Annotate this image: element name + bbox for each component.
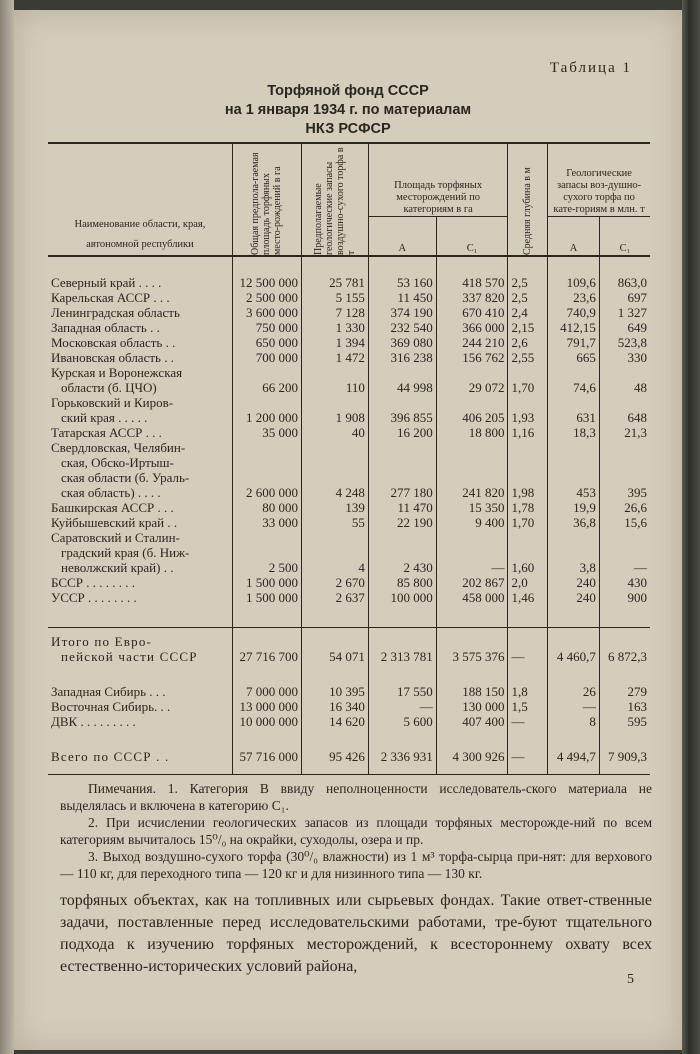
region-name: Итого по Евро- пейской части СССР bbox=[48, 634, 232, 664]
cell-ga: 109,6 bbox=[548, 275, 600, 290]
cell-c1: 244 210 bbox=[436, 335, 508, 350]
page-number: 5 bbox=[627, 972, 634, 987]
cell-ga: 36,8 bbox=[548, 515, 600, 530]
table-row bbox=[48, 530, 650, 575]
cell-ga: 23,6 bbox=[548, 290, 600, 305]
region-name: Куйбышевский край . . bbox=[48, 515, 232, 530]
cell-ga: 240 bbox=[548, 590, 600, 605]
cell-depth: 1,60 bbox=[508, 530, 548, 575]
cell-total: 2 500 bbox=[232, 530, 301, 575]
cell-gc1: 900 bbox=[627, 590, 647, 605]
region-name: Восточная Сибирь. . . bbox=[48, 699, 232, 714]
table-row bbox=[48, 714, 650, 729]
table-title-line-1: Торфяной фонд СССР bbox=[267, 83, 429, 99]
cell-a: 374 190 bbox=[368, 305, 436, 320]
table-row bbox=[48, 590, 650, 605]
cell-res: 54 071 bbox=[301, 634, 368, 664]
cell-c1: 9 400 bbox=[436, 515, 508, 530]
header-region: Наименование области, края, автономной республики bbox=[48, 143, 232, 256]
table-row bbox=[48, 575, 650, 590]
cell-c1: 241 820 bbox=[436, 440, 508, 500]
cell-depth: 2,4 bbox=[508, 305, 548, 320]
cell-gc1: 21,3 bbox=[624, 425, 647, 440]
cell-c1: 670 410 bbox=[436, 305, 508, 320]
cell-depth: 2,6 bbox=[508, 335, 548, 350]
cell-c1: 130 000 bbox=[436, 699, 508, 714]
cell-res: 55 bbox=[301, 515, 368, 530]
cell-depth: 2,5 bbox=[508, 275, 548, 290]
cell-res: 139 bbox=[301, 500, 368, 515]
cell-res: 1 330 bbox=[301, 320, 368, 335]
cell-depth: 1,5 bbox=[508, 699, 548, 714]
cell-gc1: — bbox=[634, 560, 647, 575]
cell-depth: — bbox=[508, 714, 548, 729]
region-name: Северный край . . . . bbox=[48, 275, 232, 290]
spacer-row bbox=[48, 664, 650, 684]
region-name: БССР . . . . . . . . bbox=[48, 575, 232, 590]
cell-total: 3 600 000 bbox=[232, 305, 301, 320]
header-cat-c1: С₁ bbox=[436, 217, 508, 257]
cell-depth: 2,15 bbox=[508, 320, 548, 335]
cell-res: 14 620 bbox=[301, 714, 368, 729]
cell-ga: 18,3 bbox=[548, 425, 600, 440]
cell-total: 2 600 000 bbox=[232, 440, 301, 500]
cell-a: 316 238 bbox=[368, 350, 436, 365]
cell-ga: 412,15 bbox=[548, 320, 600, 335]
table-row bbox=[48, 350, 650, 365]
cell-total: 750 000 bbox=[232, 320, 301, 335]
cell-res: 110 bbox=[301, 365, 368, 395]
cell-depth: 1,78 bbox=[508, 500, 548, 515]
book-binding bbox=[682, 0, 700, 1054]
cell-res: 95 426 bbox=[301, 749, 368, 764]
cell-total: 10 000 000 bbox=[232, 714, 301, 729]
table-row bbox=[48, 335, 650, 350]
region-name: УССР . . . . . . . . bbox=[48, 590, 232, 605]
cell-a: 44 998 bbox=[368, 365, 436, 395]
cell-a: 369 080 bbox=[368, 335, 436, 350]
cell-total: 650 000 bbox=[232, 335, 301, 350]
region-name: Курская и Воронежская области (б. ЦЧО) bbox=[48, 365, 232, 395]
cell-total: 12 500 000 bbox=[232, 275, 301, 290]
region-name: Всего по СССР . . bbox=[48, 749, 232, 764]
cell-a: 2 313 781 bbox=[368, 634, 436, 664]
cell-ga: 74,6 bbox=[548, 365, 600, 395]
cell-c1: 202 867 bbox=[436, 575, 508, 590]
region-name: Свердловская, Челябин- ская, Обско-Иртыш- ская области (б. Ураль- ская область) . . . . bbox=[48, 440, 232, 500]
region-name: Ивановская область . . bbox=[48, 350, 232, 365]
header-reserves: Предполагаемые геологические запасы воздушно-сухого торфа в т bbox=[301, 143, 368, 256]
cell-gc1: 649 bbox=[627, 320, 647, 335]
cell-ga: 4 460,7 bbox=[548, 634, 600, 664]
header-depth: Средняя глубина в м bbox=[508, 143, 548, 256]
table-row bbox=[48, 500, 650, 515]
cell-gc1: 697 bbox=[627, 290, 647, 305]
cell-ga: 4 494,7 bbox=[548, 749, 600, 764]
header-total-area: Общая предпола-гаемая площадь торфяных место-рождений в га bbox=[232, 143, 301, 256]
table-row bbox=[48, 684, 650, 699]
cell-depth: 2,5 bbox=[508, 290, 548, 305]
cell-total: 1 200 000 bbox=[232, 395, 301, 425]
cell-total: 35 000 bbox=[232, 425, 301, 440]
cell-total: 27 716 700 bbox=[232, 634, 301, 664]
cell-a: 277 180 bbox=[368, 440, 436, 500]
cell-c1: 29 072 bbox=[436, 365, 508, 395]
cell-gc1: 163 bbox=[627, 699, 647, 714]
cell-total: 33 000 bbox=[232, 515, 301, 530]
subtotal-row bbox=[48, 634, 650, 664]
cell-depth: 1,98 bbox=[508, 440, 548, 500]
cell-c1: 337 820 bbox=[436, 290, 508, 305]
cell-ga: 791,7 bbox=[548, 335, 600, 350]
table-number: Таблица 1 bbox=[549, 60, 632, 76]
cell-c1: 407 400 bbox=[436, 714, 508, 729]
cell-gc1: 395 bbox=[627, 485, 647, 500]
note-3: 3. Выход воздушно-сухого торфа (30⁰/₀ влажности) из 1 м³ торфа-сырца при-нят: для верхового — 110 кг, для переходного типа — 120 кг и для низинного типа — 130 кг. bbox=[60, 849, 652, 881]
cell-gc1: 279 bbox=[627, 684, 647, 699]
header-geo-a: А bbox=[548, 217, 600, 257]
table-notes bbox=[60, 780, 652, 882]
cell-a: 11 470 bbox=[368, 500, 436, 515]
cell-ga: 240 bbox=[548, 575, 600, 590]
cell-ga: 8 bbox=[548, 714, 600, 729]
cell-ga: 631 bbox=[548, 395, 600, 425]
cell-total: 57 716 000 bbox=[232, 749, 301, 764]
cell-c1: 156 762 bbox=[436, 350, 508, 365]
cell-gc1: 523,8 bbox=[617, 335, 647, 350]
cell-c1: — bbox=[436, 530, 508, 575]
cell-depth: 1,8 bbox=[508, 684, 548, 699]
cell-gc1: 595 bbox=[627, 714, 647, 729]
cell-gc1: 330 bbox=[627, 350, 647, 365]
cell-gc1: 863,0 bbox=[617, 275, 647, 290]
cell-ga: 453 bbox=[548, 440, 600, 500]
cell-ga: 3,8 bbox=[548, 530, 600, 575]
cell-c1: 18 800 bbox=[436, 425, 508, 440]
region-name: Ленинградская область bbox=[48, 305, 232, 320]
cell-a: 100 000 bbox=[368, 590, 436, 605]
header-area-group: Площадь торфяных месторождений по категориям в га bbox=[368, 143, 508, 217]
cell-a: 17 550 bbox=[368, 684, 436, 699]
page-left-edge bbox=[0, 0, 14, 1054]
cell-a: 396 855 bbox=[368, 395, 436, 425]
cell-res: 1 908 bbox=[301, 395, 368, 425]
cell-a: 5 600 bbox=[368, 714, 436, 729]
table-title-line-2: на 1 января 1934 г. по материалам bbox=[224, 102, 472, 118]
note-1: Пимечания. 1. Категория В ввиду неполноценности исследователь-ского материала не выделялась и включена в категорию С₁. bbox=[60, 781, 652, 813]
cell-res: 1 394 bbox=[301, 335, 368, 350]
cell-total: 700 000 bbox=[232, 350, 301, 365]
table-row bbox=[48, 515, 650, 530]
table-row bbox=[48, 365, 650, 395]
spacer-row bbox=[48, 605, 650, 628]
region-name: Башкирская АССР . . . bbox=[48, 500, 232, 515]
region-name: Саратовский и Сталин- градский края (б. Ниж- неволжский край) . . bbox=[48, 530, 232, 575]
table-row bbox=[48, 440, 650, 500]
region-name: Горьковский и Киров- ский края . . . . . bbox=[48, 395, 232, 425]
cell-res: 2 637 bbox=[301, 590, 368, 605]
cell-res: 7 128 bbox=[301, 305, 368, 320]
cell-a: 22 190 bbox=[368, 515, 436, 530]
header-geo-c1: С₁ bbox=[599, 217, 650, 257]
cell-ga: 665 bbox=[548, 350, 600, 365]
cell-total: 66 200 bbox=[232, 365, 301, 395]
total-row bbox=[48, 749, 650, 764]
cell-depth: 2,55 bbox=[508, 350, 548, 365]
cell-depth: 1,70 bbox=[508, 365, 548, 395]
table-row bbox=[48, 275, 650, 290]
cell-c1: 418 570 bbox=[436, 275, 508, 290]
cell-ga: 740,9 bbox=[548, 305, 600, 320]
region-name: Западная область . . bbox=[48, 320, 232, 335]
header-cat-a: А bbox=[368, 217, 436, 257]
cell-gc1: 7 909,3 bbox=[608, 749, 647, 764]
table-body bbox=[48, 256, 650, 775]
spacer-row bbox=[48, 764, 650, 775]
cell-gc1: 430 bbox=[627, 575, 647, 590]
peat-fund-table bbox=[48, 142, 650, 775]
table-row bbox=[48, 320, 650, 335]
cell-depth: 2,0 bbox=[508, 575, 548, 590]
table-title-line-3: НКЗ РСФСР bbox=[305, 121, 391, 137]
cell-res: 2 670 bbox=[301, 575, 368, 590]
table-row bbox=[48, 290, 650, 305]
table-row bbox=[48, 425, 650, 440]
table-row bbox=[48, 305, 650, 320]
cell-total: 80 000 bbox=[232, 500, 301, 515]
cell-total: 7 000 000 bbox=[232, 684, 301, 699]
cell-a: 16 200 bbox=[368, 425, 436, 440]
cell-c1: 366 000 bbox=[436, 320, 508, 335]
cell-gc1: 26,6 bbox=[624, 500, 647, 515]
table-row bbox=[48, 395, 650, 425]
region-name: Западная Сибирь . . . bbox=[48, 684, 232, 699]
spacer-row bbox=[48, 256, 650, 275]
cell-res: 10 395 bbox=[301, 684, 368, 699]
cell-gc1: 1 327 bbox=[617, 305, 647, 320]
cell-res: 5 155 bbox=[301, 290, 368, 305]
cell-a: 11 450 bbox=[368, 290, 436, 305]
cell-c1: 4 300 926 bbox=[436, 749, 508, 764]
cell-c1: 15 350 bbox=[436, 500, 508, 515]
cell-ga: 19,9 bbox=[548, 500, 600, 515]
cell-depth: — bbox=[508, 749, 548, 764]
cell-ga: 26 bbox=[548, 684, 600, 699]
book-page bbox=[14, 10, 682, 1050]
cell-res: 1 472 bbox=[301, 350, 368, 365]
cell-a: 232 540 bbox=[368, 320, 436, 335]
cell-total: 2 500 000 bbox=[232, 290, 301, 305]
cell-total: 13 000 000 bbox=[232, 699, 301, 714]
spacer-row bbox=[48, 729, 650, 749]
cell-res: 4 248 bbox=[301, 440, 368, 500]
cell-res: 25 781 bbox=[301, 275, 368, 290]
region-name: ДВК . . . . . . . . . bbox=[48, 714, 232, 729]
cell-total: 1 500 000 bbox=[232, 590, 301, 605]
cell-c1: 3 575 376 bbox=[436, 634, 508, 664]
region-name: Татарская АССР . . . bbox=[48, 425, 232, 440]
cell-gc1: 648 bbox=[627, 410, 647, 425]
cell-c1: 406 205 bbox=[436, 395, 508, 425]
note-2: 2. При исчислении геологических запасов из площади торфяных месторожде-ний по всем категориям вычиталось 15⁰/₀ на окрайки, суходолы, озера и пр. bbox=[60, 815, 652, 847]
cell-total: 1 500 000 bbox=[232, 575, 301, 590]
cell-a: — bbox=[368, 699, 436, 714]
cell-a: 2 430 bbox=[368, 530, 436, 575]
cell-res: 40 bbox=[301, 425, 368, 440]
cell-c1: 458 000 bbox=[436, 590, 508, 605]
cell-depth: 1,16 bbox=[508, 425, 548, 440]
cell-depth: — bbox=[508, 634, 548, 664]
cell-depth: 1,70 bbox=[508, 515, 548, 530]
cell-depth: 1,46 bbox=[508, 590, 548, 605]
header-geo-group: Геологические запасы воз-душно-сухого торфа по кате-гориям в млн. т bbox=[548, 143, 650, 217]
cell-c1: 188 150 bbox=[436, 684, 508, 699]
region-name: Карельская АССР . . . bbox=[48, 290, 232, 305]
table-row bbox=[48, 699, 650, 714]
cell-gc1: 48 bbox=[634, 380, 647, 395]
cell-res: 4 bbox=[301, 530, 368, 575]
cell-gc1: 6 872,3 bbox=[608, 649, 647, 664]
region-name: Московская область . . bbox=[48, 335, 232, 350]
cell-a: 53 160 bbox=[368, 275, 436, 290]
cell-depth: 1,93 bbox=[508, 395, 548, 425]
cell-a: 2 336 931 bbox=[368, 749, 436, 764]
cell-res: 16 340 bbox=[301, 699, 368, 714]
cell-ga: — bbox=[548, 699, 600, 714]
cell-a: 85 800 bbox=[368, 575, 436, 590]
body-text: торфяных объектах, как на топливных или сырьевых фондах. Такие ответ-ственные задачи, поставленные перед исследовательскими работами, тре-буют тщательного подхода к изучению торфяных месторождений, к всестороннему охвату всех естественно-исторических условий района, bbox=[60, 892, 652, 975]
cell-gc1: 15,6 bbox=[624, 515, 647, 530]
